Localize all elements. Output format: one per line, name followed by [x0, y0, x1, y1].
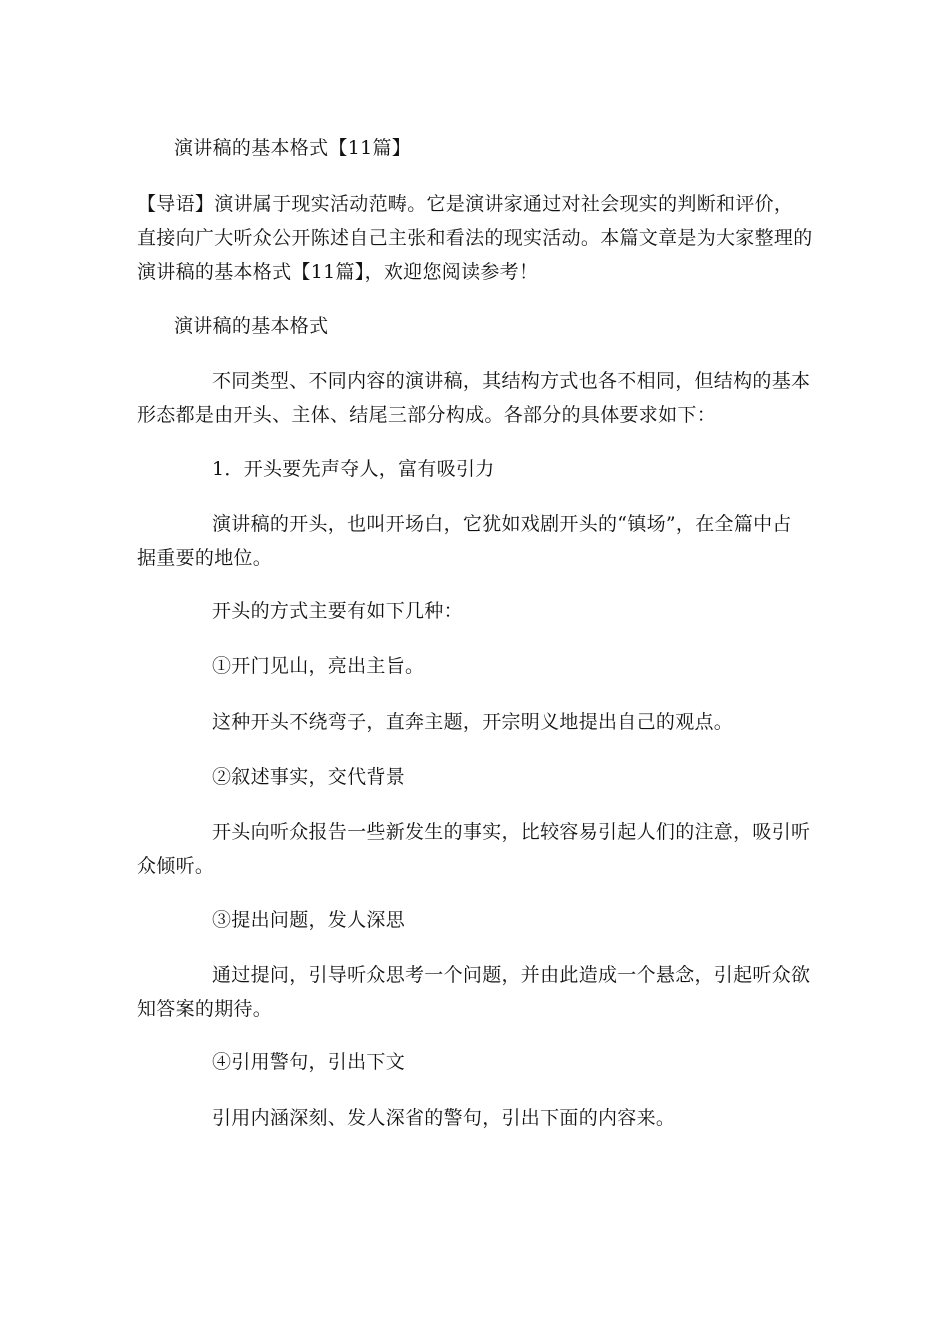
- method-heading: ④引用警句，引出下文: [212, 1051, 406, 1073]
- intro-paragraph: [137, 187, 813, 289]
- method-description: [137, 815, 811, 883]
- paragraph-line: 不同类型、不同内容的演讲稿，其结构方式也各不相同，但结构的基本: [212, 370, 811, 392]
- methods-intro: 开头的方式主要有如下几种：: [212, 600, 463, 622]
- method-description: 引用内涵深刻、发人深省的警句，引出下面的内容来。: [212, 1107, 676, 1129]
- intro-line: 【导语】演讲属于现实活动范畴。它是演讲家通过对社会现实的判断和评价，: [137, 193, 794, 215]
- document-title: 演讲稿的基本格式【11篇】: [174, 137, 412, 159]
- opening-paragraph: [137, 507, 792, 575]
- paragraph-line: 开头向听众报告一些新发生的事实，比较容易引起人们的注意，吸引听: [212, 821, 811, 843]
- point-heading: 1．开头要先声夺人，富有吸引力: [212, 458, 495, 480]
- method-heading: ①开门见山，亮出主旨。: [212, 655, 425, 677]
- intro-line: 直接向广大听众公开陈述自己主张和看法的现实活动。本篇文章是为大家整理的: [137, 227, 813, 249]
- structure-paragraph: [137, 364, 811, 432]
- method-description: [137, 958, 811, 1026]
- method-description: 这种开头不绕弯子，直奔主题，开宗明义地提出自己的观点。: [212, 711, 734, 733]
- method-heading: ②叙述事实，交代背景: [212, 766, 406, 788]
- paragraph-line: 据重要的地位。: [137, 547, 273, 569]
- paragraph-line: 演讲稿的开头，也叫开场白，它犹如戏剧开头的“镇场”，在全篇中占: [212, 513, 792, 535]
- section-heading: 演讲稿的基本格式: [174, 315, 329, 337]
- paragraph-line: 知答案的期待。: [137, 998, 273, 1020]
- intro-line: 演讲稿的基本格式【11篇】，欢迎您阅读参考！: [137, 261, 539, 283]
- paragraph-line: 通过提问，引导听众思考一个问题，并由此造成一个悬念，引起听众欲: [212, 964, 811, 986]
- paragraph-line: 形态都是由开头、主体、结尾三部分构成。各部分的具体要求如下：: [137, 404, 717, 426]
- method-heading: ③提出问题，发人深思: [212, 909, 406, 931]
- paragraph-line: 众倾听。: [137, 855, 215, 877]
